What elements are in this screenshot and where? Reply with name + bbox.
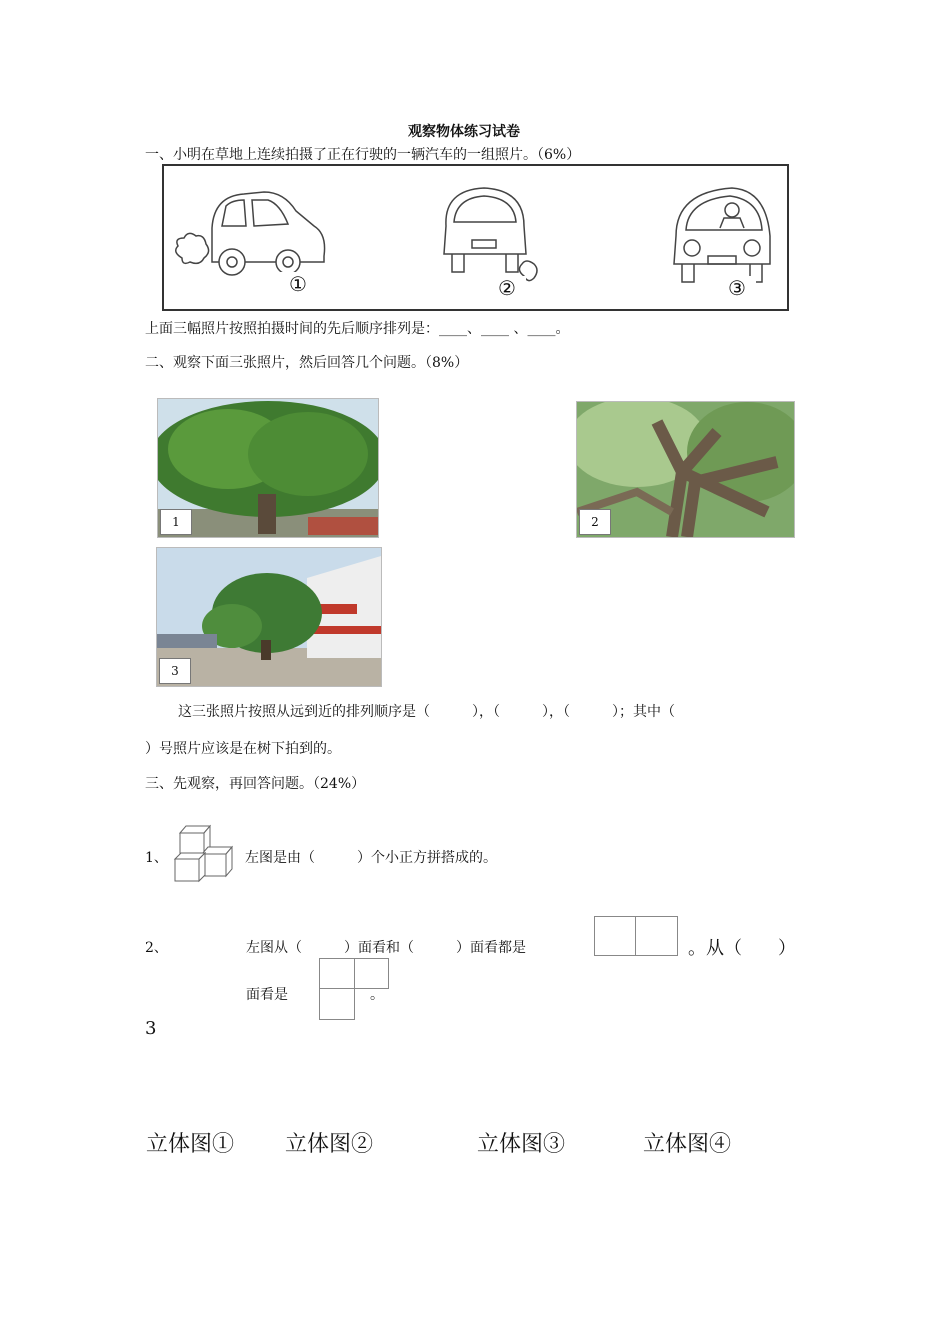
car-photo-strip (162, 164, 789, 311)
page-title: 观察物体练习试卷 (408, 124, 520, 140)
two-square-view (594, 916, 678, 956)
q3-item1-number: 1、 (145, 850, 168, 866)
q1-answer-line: 上面三幅照片按照拍摄时间的先后顺序排列是：____、____ 、____。 (145, 321, 570, 337)
car-label-1: ① (278, 272, 318, 296)
tree-photo-2-label: 2 (579, 509, 611, 535)
q3-item2-line2: 面看是 (246, 987, 288, 1003)
tree-photo-2 (576, 401, 795, 538)
q3-item2-period: 。 (370, 987, 384, 1003)
tree-photo-1-label: 1 (160, 509, 192, 535)
figure-label-4: 立体图④ (643, 1132, 732, 1157)
figure-label-3: 立体图③ (477, 1132, 566, 1157)
q3-item3-number: 3 (145, 1018, 157, 1039)
car-label-2: ② (488, 276, 526, 300)
figure-label-1: 立体图① (146, 1132, 235, 1157)
q3-item1-text: 左图是由（ ）个小正方拼搭成的。 (245, 850, 497, 866)
q2-line-2: ）号照片应该是在树下拍到的。 (145, 741, 341, 757)
q1-heading: 一、小明在草地上连续拍摄了正在行驶的一辆汽车的一组照片。（6%） (145, 147, 581, 163)
car-label-3: ③ (718, 276, 756, 300)
tree-photo-3-label: 3 (159, 658, 191, 684)
car-drawings (164, 166, 787, 309)
cube-stack-figure (172, 823, 234, 883)
q3-item2-after: 。从（ ） (688, 938, 796, 959)
q3-item2-text: 左图从（ ）面看和（ ）面看都是 (246, 940, 526, 956)
q2-heading: 二、观察下面三张照片，然后回答几个问题。（8%） (145, 355, 469, 371)
tree-photo-1 (157, 398, 379, 538)
q3-heading: 三、先观察，再回答问题。（24%） (145, 776, 366, 792)
tree-photo-3 (156, 547, 382, 687)
q3-item2-number: 2、 (145, 940, 168, 956)
q2-line-1: 这三张照片按照从远到近的排列顺序是（ ），（ ），（ ）；其中（ (178, 704, 675, 720)
figure-label-2: 立体图② (285, 1132, 374, 1157)
